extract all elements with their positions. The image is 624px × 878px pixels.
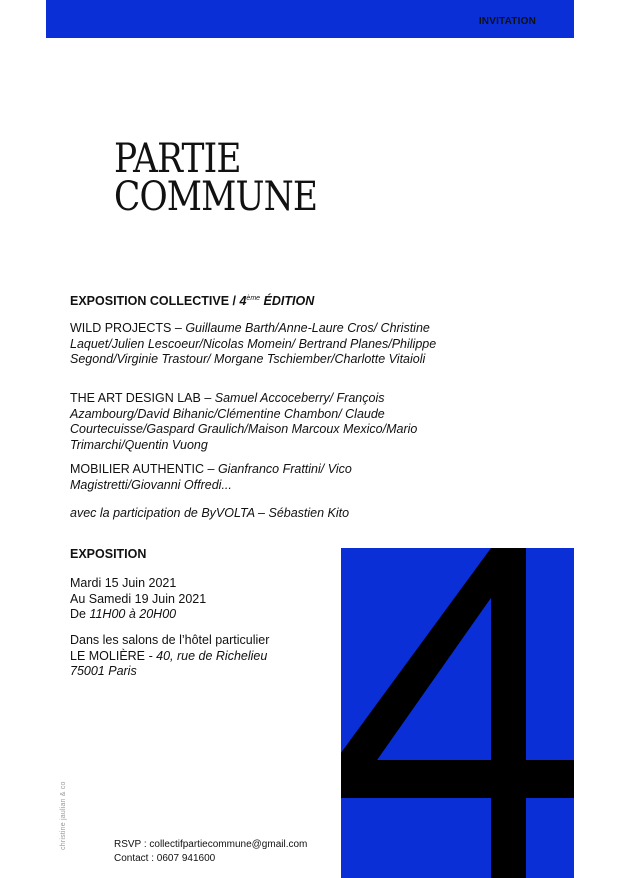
event-title <box>114 136 318 220</box>
numeral-artwork <box>341 548 574 878</box>
participation-line: avec la participation de ByVOLTA – Sébastien Kito <box>70 506 350 520</box>
group-artists: Gianfranco Frattini/ Vico Magistretti/Giovanni Offredi... <box>70 462 352 492</box>
group-mobilier-authentic: MOBILIER AUTHENTIC – Gianfranco Frattini/ Vico Magistretti/Giovanni Offredi... <box>70 462 352 492</box>
opening-hours: De 11H00 à 20H00 <box>70 607 177 621</box>
top-blue-band <box>46 0 574 38</box>
group-artists: Guillaume Barth/Anne-Laure Cros/ Christine Laquet/Julien Lescoeur/Nicolas Momein/ Bertrand Planes/Philippe Segond/Virginie Trastour/ Morgane Tschiember/Charlotte Vitaioli <box>70 321 437 366</box>
group-wild-projects: WILD PROJECTS – Guillaume Barth/Anne-Laure Cros/ Christine Laquet/Julien Lescoeur/Nicolas Momein/ Bertrand Planes/Philippe Segond/Virginie Trastour/ Morgane Tschiember/Charlotte Vitaioli <box>70 321 437 366</box>
designer-credit: christine jaulian & co <box>60 781 67 850</box>
venue-block <box>70 633 269 680</box>
group-name: MOBILIER AUTHENTIC <box>70 462 205 476</box>
group-artists: Samuel Accoceberry/ François Azambourg/David Bihanic/Clémentine Chambon/ Claude Courtecuisse/Gaspard Graulich/Maison Marcoux Mexico/Mario Trimarchi/Quentin Vuong <box>70 391 418 452</box>
contact-block <box>114 838 307 866</box>
dates-block <box>70 576 206 623</box>
date-start: Mardi 15 Juin 2021 <box>70 576 177 590</box>
venue-address: LE MOLIÈRE - 40, rue de Richelieu <box>70 648 268 663</box>
invitation-label: INVITATION <box>478 16 536 27</box>
group-art-design-lab: THE ART DESIGN LAB – Samuel Accoceberry/ François Azambourg/David Bihanic/Clémentine Chambon/ Claude Courtecuisse/Gaspard Graulich/Maison Marcoux Mexico/Mario Trimarchi/Quentin Vuong <box>70 391 418 452</box>
four-stem <box>491 548 526 878</box>
rsvp-email[interactable]: RSVP : collectifpartiecommune@gmail.com <box>114 839 308 850</box>
group-name: THE ART DESIGN LAB <box>70 391 201 405</box>
title-line-2: COMMUNE <box>114 174 318 220</box>
venue-intro: Dans les salons de l’hôtel particulier <box>70 633 270 647</box>
date-end: Au Samedi 19 Juin 2021 <box>70 591 207 606</box>
numeral-four-graphic <box>341 548 574 878</box>
heading-main: EXPOSITION COLLECTIVE <box>70 294 230 309</box>
title-line-1: PARTIE <box>114 136 241 182</box>
dates-heading: EXPOSITION <box>70 547 147 561</box>
venue-city: 75001 Paris <box>70 664 137 678</box>
contact-phone[interactable]: Contact : 0607 941600 <box>114 853 216 864</box>
four-crossbar <box>341 760 574 798</box>
exhibition-heading: EXPOSITION COLLECTIVE / 4ème ÉDITION <box>70 294 315 309</box>
group-name: WILD PROJECTS <box>70 321 172 335</box>
